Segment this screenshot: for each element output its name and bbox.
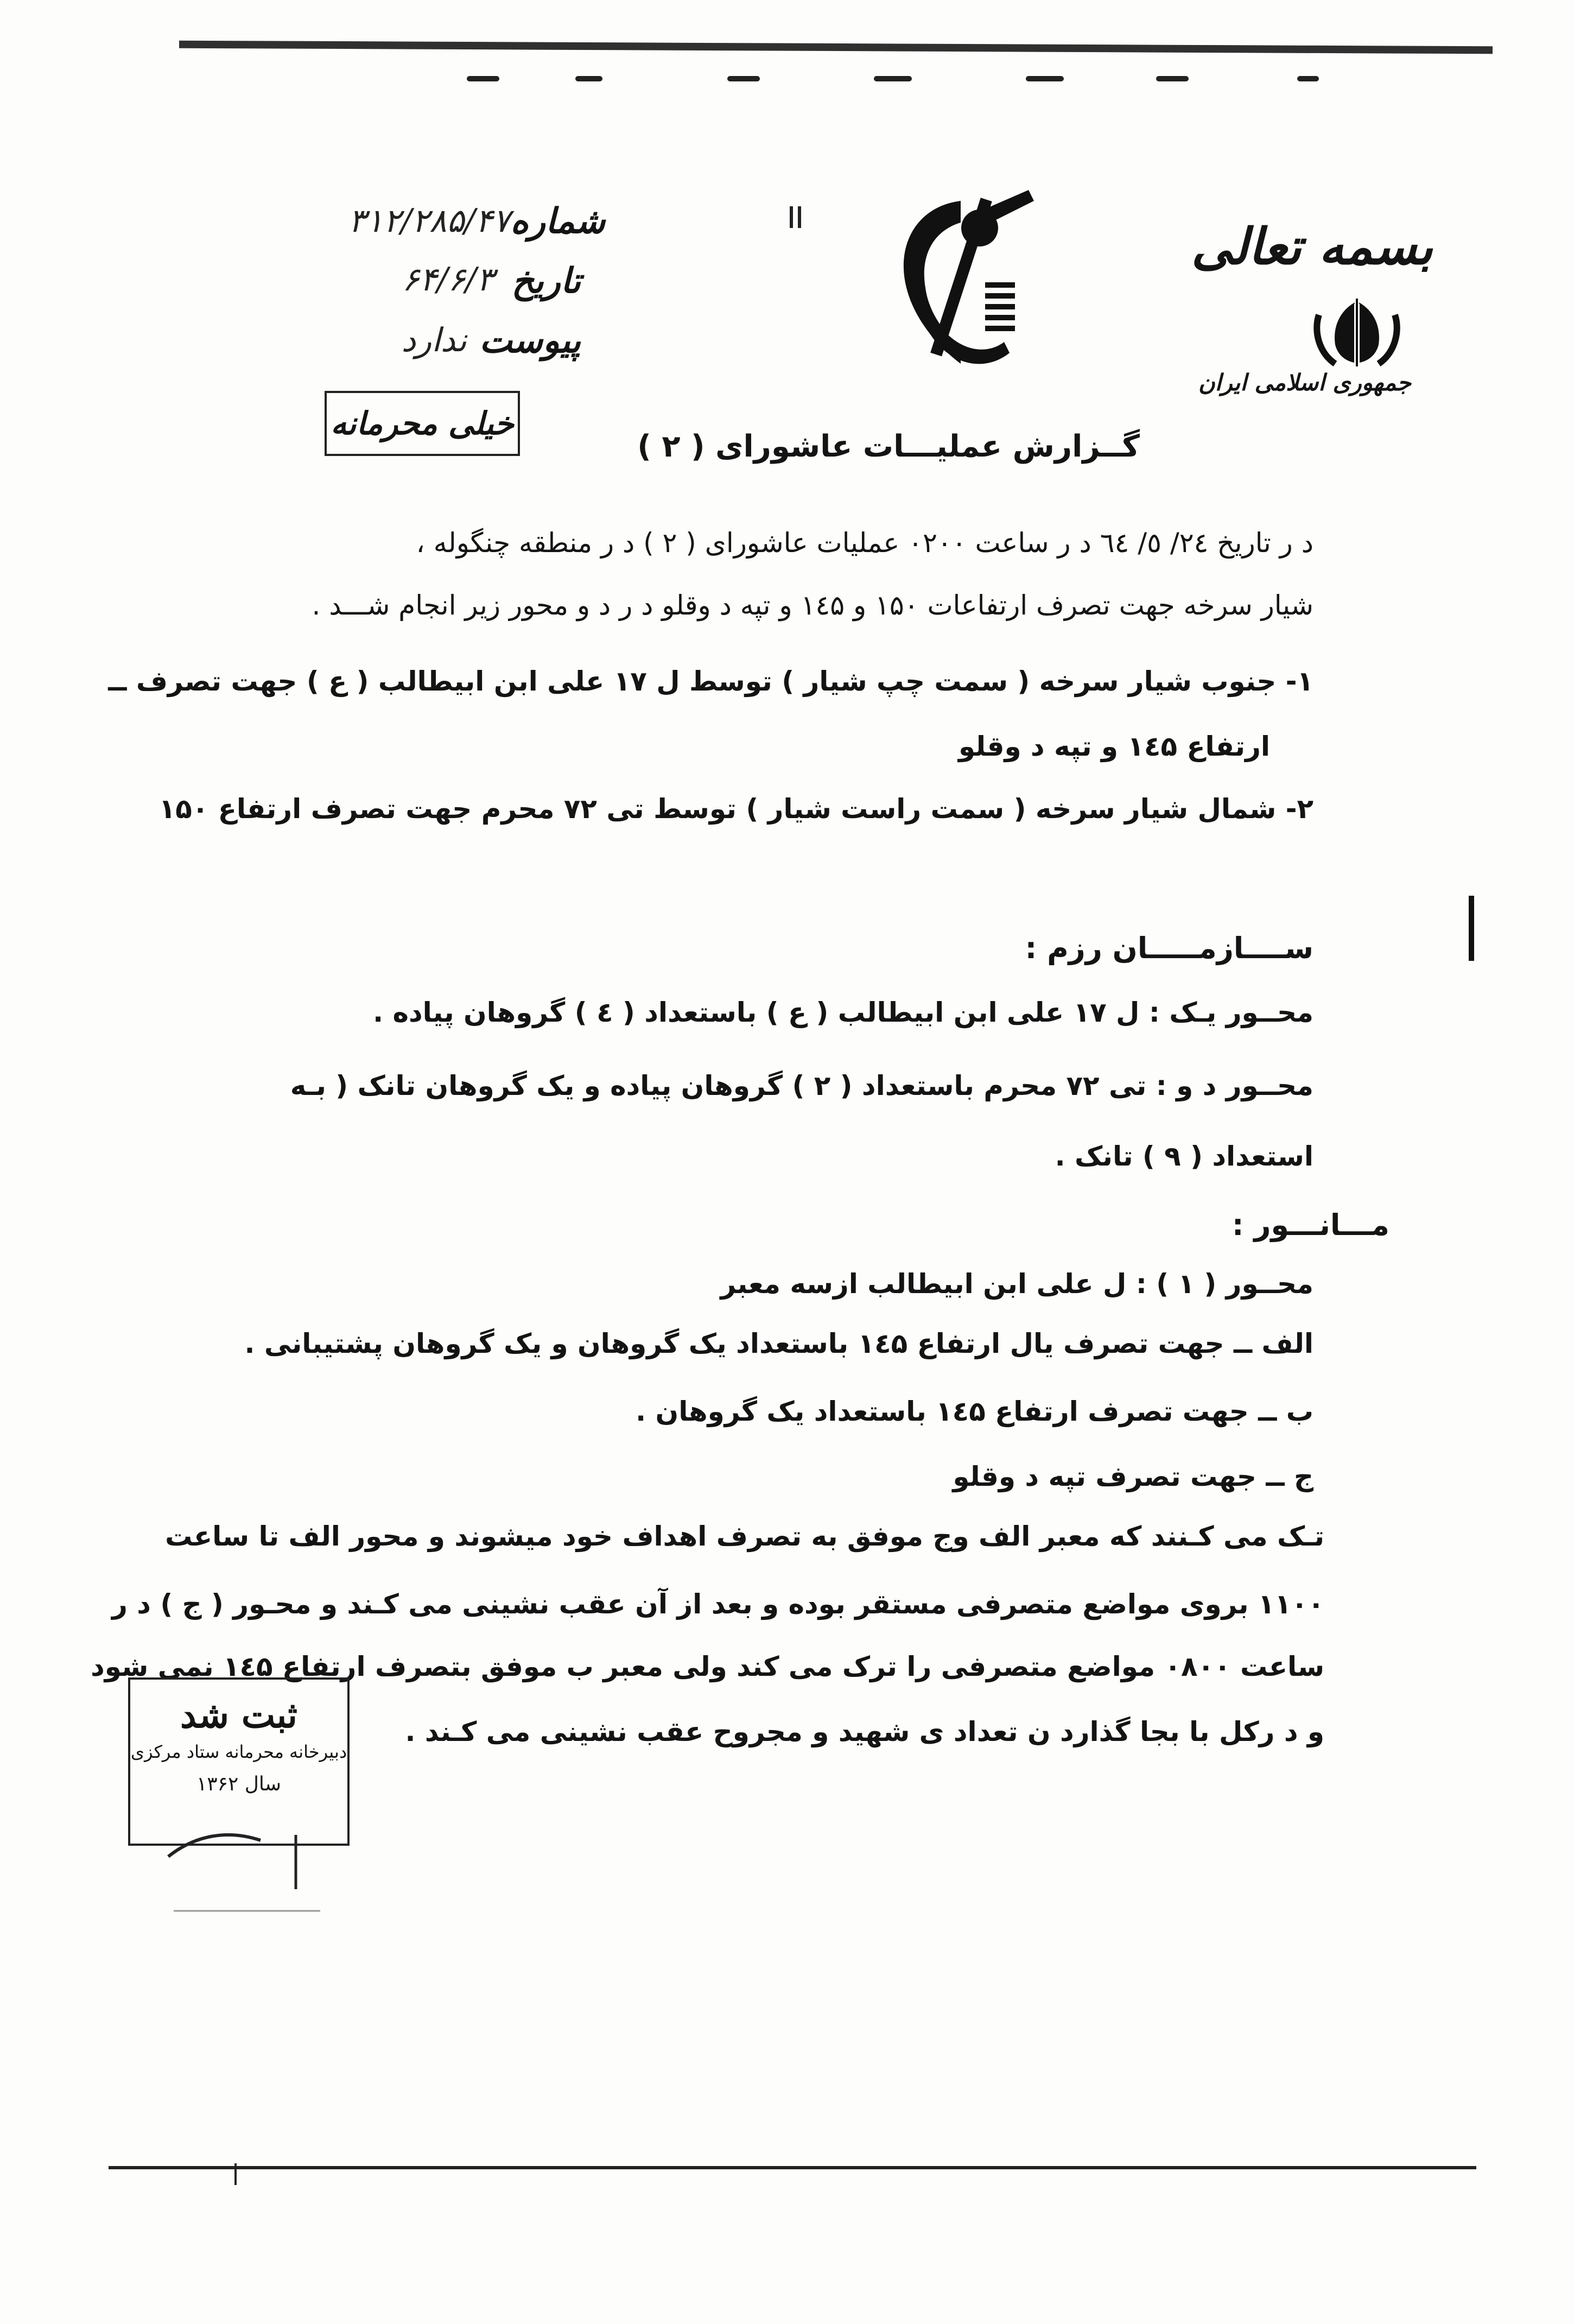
classification-box: خیلی محرمانه <box>325 391 520 456</box>
margin-mark <box>1469 896 1474 961</box>
attachment-value: ندارد <box>401 321 467 359</box>
result-line: ۱۱۰۰ بروی مواضع متصرفی مستقر بوده و بعد از آن عقب نشینی می کـند و محـور ( ج ) د ر <box>112 1588 1324 1620</box>
organization-line: استعداد ( ۹ ) تانک . <box>1055 1141 1313 1172</box>
irgc-emblem-icon <box>874 185 1048 391</box>
date-value: ۶۴/۶/۳ <box>402 261 494 299</box>
result-line: و د رکل با بجا گذارد ن تعداد ی شهید و مجروح عقب نشینی می کـند . <box>405 1716 1324 1747</box>
maneuver-line: ج ــ جهت تصرف تپه د وقلو <box>953 1461 1313 1492</box>
mark <box>798 206 801 228</box>
maneuver-line: ب ــ جهت تصرف ارتفاع ۱٤۵ باستعداد یک گروهان . <box>636 1396 1313 1427</box>
number-label: شماره <box>510 201 605 242</box>
iran-emblem-icon <box>1303 293 1411 369</box>
top-dash <box>1026 76 1064 81</box>
maneuver-line: الف ــ جهت تصرف یال ارتفاع ۱٤۵ باستعداد یک گروهان و یک گروهان پشتیبانی . <box>244 1328 1313 1359</box>
top-dash <box>467 76 499 81</box>
top-dash <box>1297 76 1319 81</box>
top-dash <box>727 76 760 81</box>
intro-line: شیار سرخه جهت تصرف ارتفاعات ۱۵۰ و ۱٤۵ و تپه د وقلو د ر د و محور زیر انجام شـــد . <box>312 590 1313 621</box>
top-dash <box>575 76 602 81</box>
top-dash <box>874 76 912 81</box>
axis-item: ارتفاع ۱٤۵ و تپه د وقلو <box>958 731 1270 762</box>
stamp-year: سال ۱۳۶۲ <box>196 1773 282 1795</box>
stamp-title: ثبت شد <box>180 1694 297 1736</box>
number-value: ۳۱۲/۲۸۵/۴۷ <box>348 202 510 240</box>
stamp-office: دبیرخانه محرمانه ستاد مرکزی <box>130 1742 347 1762</box>
maneuver-line: محــور ( ۱ ) : ل علی ابن ابیطالب ازسه معبر <box>720 1268 1313 1300</box>
top-dash <box>1156 76 1189 81</box>
date-label: تاریخ <box>511 261 581 301</box>
maneuver-heading: مـــانـــور : <box>1232 1208 1389 1242</box>
bottom-rule <box>109 2166 1476 2169</box>
republic-label: جمهوری اسلامی ایران <box>1198 369 1411 396</box>
registration-stamp <box>128 1677 350 1846</box>
bottom-tick <box>234 2163 237 2185</box>
mark <box>790 206 793 228</box>
organization-line: محــور یـک : ل ۱۷ علی ابن ابیطالب ( ع ) باستعداد ( ٤ ) گروهان پیاده . <box>373 997 1313 1028</box>
basmala: بسمه تعالی <box>1191 217 1433 276</box>
top-rule <box>179 41 1493 54</box>
organization-line: محــور د و : تی ۷۲ محرم باستعداد ( ۲ ) گروهان پیاده و یک گروهان تانک ( بـه <box>290 1070 1313 1101</box>
result-line: تـک می کـنند که معبر الف وج موفق به تصرف اهداف خود میشوند و محور الف تا ساعت <box>165 1521 1324 1552</box>
axis-item: ۲- شمال شیار سرخه ( سمت راست شیار ) توسط تی ۷۲ محرم جهت تصرف ارتفاع ۱۵۰ <box>158 793 1313 825</box>
axis-item: ۱- جنوب شیار سرخه ( سمت چپ شیار ) توسط ل ۱۷ علی ابن ابیطالب ( ع ) جهت تصرف ــ <box>108 666 1313 697</box>
report-title: گــزارش عملیـــات عاشورای ( ۲ ) <box>637 429 1140 464</box>
result-line: ساعت ۰۸۰۰ مواضع متصرفی را ترک می کند ولی معبر ب موفق بتصرف ارتفاع ۱٤۵ نمی شود <box>91 1651 1324 1682</box>
signature-scribble <box>163 1824 326 1933</box>
attachment-label: پیوست <box>479 320 581 361</box>
organization-heading: ســــازمـــــان رزم : <box>1025 931 1313 965</box>
intro-line: د ر تاریخ ٢٤/ ٥/ ٦٤ د ر ساعت ٠٢٠٠ عملیات عاشورای ( ۲ ) د ر منطقه چنگوله ، <box>416 527 1313 559</box>
